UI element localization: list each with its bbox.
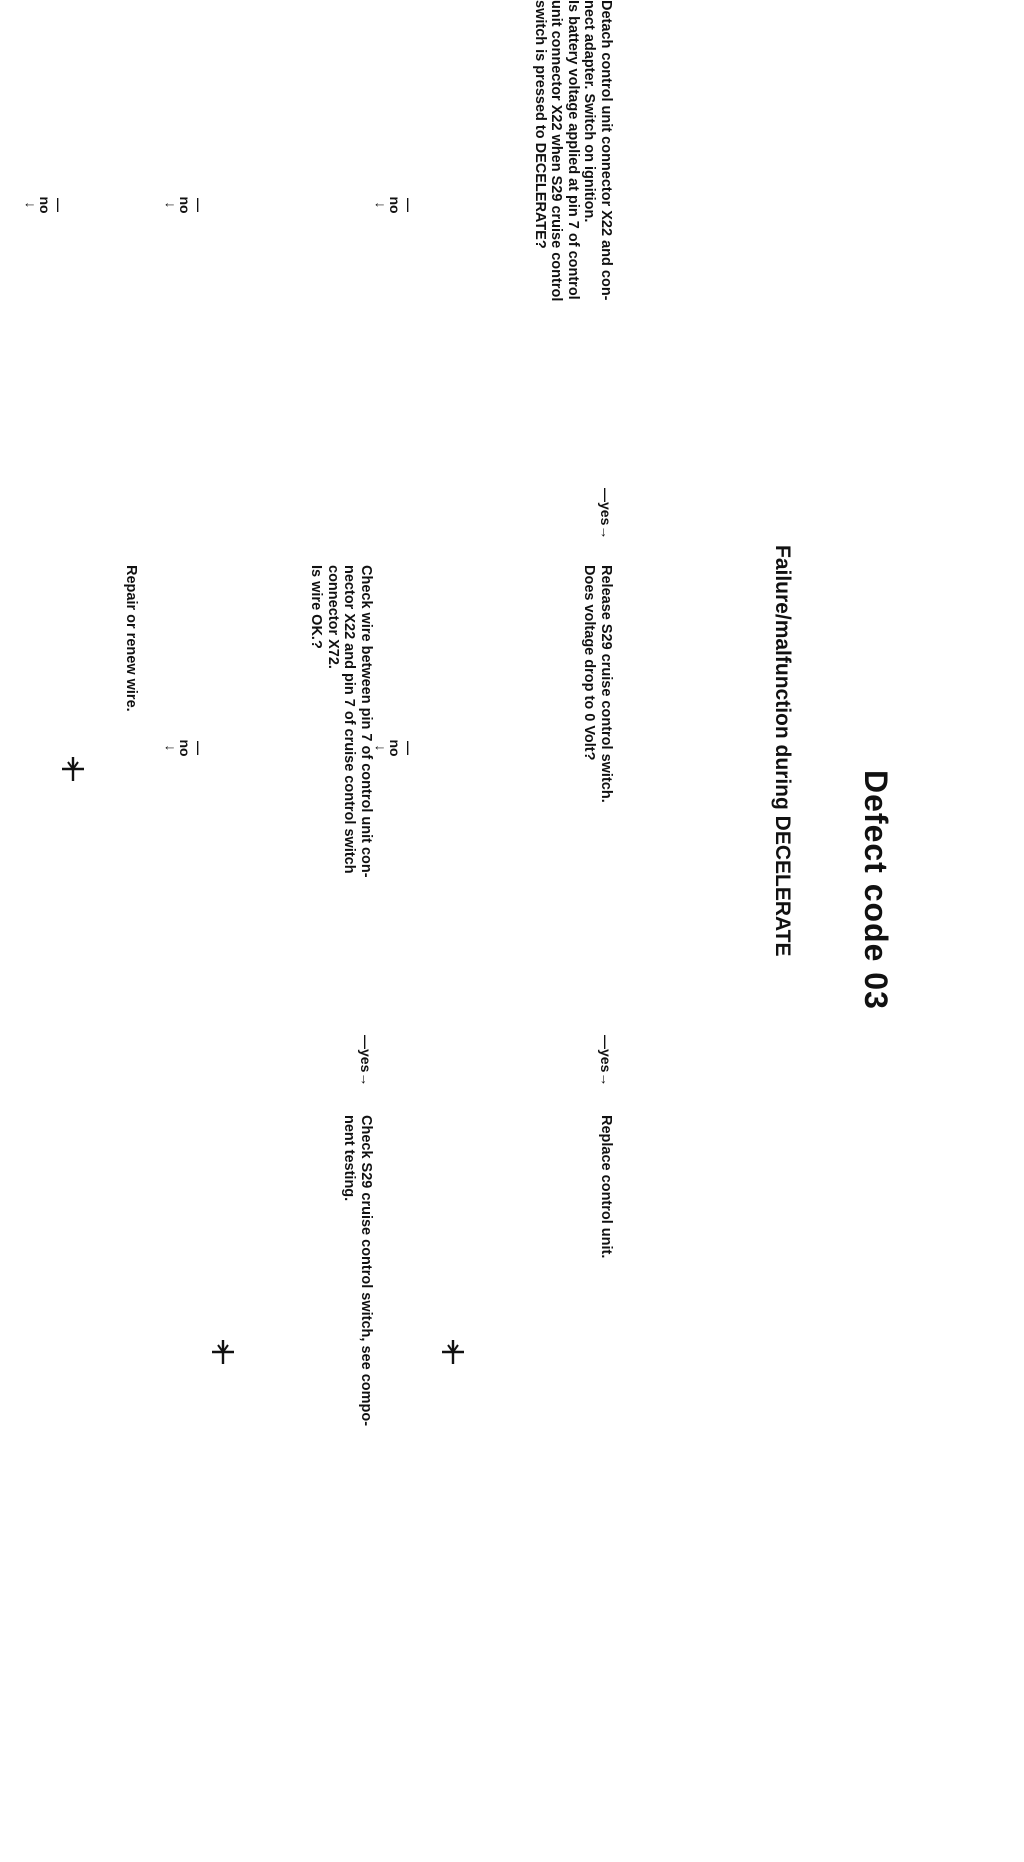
step-1-line: nect adapter. Switch on ignition. — [581, 0, 598, 223]
yes-connector: —yes→ — [598, 1035, 614, 1087]
no-connector: — no ↓ — [373, 196, 417, 214]
step-2-text — [581, 565, 614, 925]
step-1-line: switch is pressed to DECELERATE? — [532, 0, 548, 249]
end-marker-icon — [442, 1335, 464, 1369]
step-4-line: nector X22 and pin 7 of cruise control switch — [341, 565, 358, 874]
step-4-text — [308, 565, 374, 965]
step-5-line: Check S29 cruise control switch, see compo- — [358, 1115, 374, 1427]
step-1-line: unit connector X22 when S29 cruise control — [548, 0, 565, 302]
no-label: no — [177, 739, 193, 757]
no-label: no — [387, 739, 403, 757]
step-2-line: Does voltage drop to 0 Volt? — [581, 565, 598, 761]
page-title: Defect code 03 — [858, 770, 894, 1010]
step-5-text — [341, 1115, 374, 1555]
no-connector: — no ↓ — [373, 739, 417, 757]
step-4-line: Is wire OK.? — [308, 565, 325, 649]
step-6-line: Repair or renew wire. — [123, 565, 139, 712]
yes-connector: —yes→ — [598, 488, 614, 540]
no-label: no — [177, 196, 193, 214]
step-1-text — [532, 0, 615, 400]
step-1-line: Detach control unit connector X22 and con- — [598, 0, 614, 301]
no-connector: — no ↓ — [23, 196, 67, 214]
no-label: no — [387, 196, 403, 214]
step-4-line: Check wire between pin 7 of control unit con- — [358, 565, 374, 878]
step-6-text — [123, 565, 140, 865]
yes-connector: —yes→ — [358, 1035, 374, 1087]
page-subtitle: Failure/malfunction during DECELERATE — [771, 545, 794, 957]
step-1-line: Is battery voltage applied at pin 7 of control — [565, 0, 581, 300]
no-connector: — no ↓ — [163, 196, 207, 214]
step-5-line: nent testing. — [341, 1115, 358, 1202]
step-3-line: Replace control unit. — [598, 1115, 614, 1259]
no-label: no — [37, 196, 53, 214]
end-marker-icon — [212, 1335, 234, 1369]
step-2-line: Release S29 cruise control switch. — [598, 565, 614, 803]
end-marker-icon — [62, 752, 84, 786]
step-3-text — [598, 1115, 615, 1415]
no-connector: — no ↓ — [163, 739, 207, 757]
step-4-line: connector X72. — [325, 565, 341, 669]
